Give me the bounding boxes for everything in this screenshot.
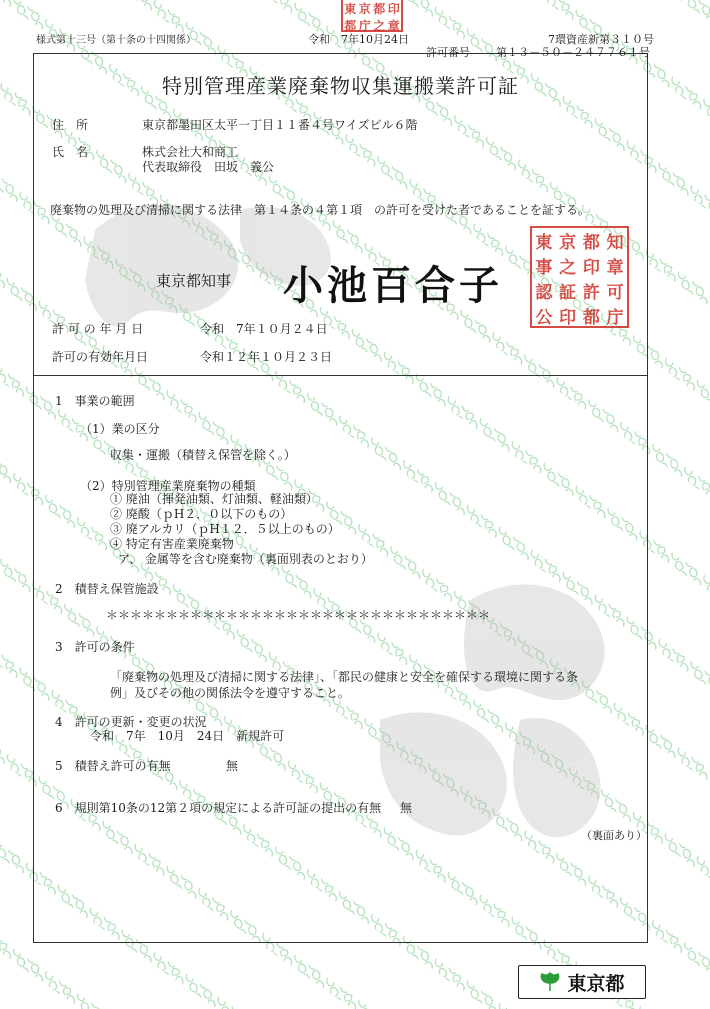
tokyo-metropolitan-logo [518, 965, 646, 999]
permit-number: 第１３－５０－２４７７６１号 [496, 46, 650, 59]
top-seal: 東 京 都 印 都 庁 之 章 [341, 0, 403, 32]
section-divider [33, 375, 648, 376]
issue-date: 令和 7年10月24日 [308, 33, 409, 46]
reverse-side-note: （裏面あり） [581, 829, 647, 842]
governor-title: 東京都知事 [156, 272, 232, 290]
renewal-value: 令和 7年 10月 24日 新規許可 [90, 729, 285, 743]
waste-type-item: ③ 廃アルカリ（ｐH１２．５以上のもの） [110, 522, 340, 536]
governor-name: 小池百合子 [283, 262, 503, 309]
waste-type-item: ① 廃油（揮発油類、灯油類、軽油類） [110, 492, 318, 506]
transfer-permit-label: 5 積替え許可の有無 [55, 759, 171, 773]
address-value: 東京都墨田区太平一丁目１１番４号ワイズビル６階 [142, 118, 418, 132]
company-name: 株式会社大和商工 [142, 145, 239, 159]
waste-type-item: ア、 金属等を含む廃棄物（裏面別表のとおり） [118, 552, 373, 566]
conditions-heading: 3 許可の条件 [55, 640, 135, 654]
transfer-permit-value: 無 [226, 759, 239, 773]
waste-type-item: ② 廃酸（ｐH２．０以下のもの） [110, 507, 293, 521]
rule-submission-label: 6 規則第10条の12第２項の規定による許可証の提出の有無 [55, 801, 382, 815]
conditions-text-line2: 例」及びその他の関係法令を遵守すること。 [110, 686, 351, 700]
page-title: 特別管理産業廃棄物収集運搬業許可証 [162, 74, 519, 98]
storage-heading: 2 積替え保管施設 [55, 582, 159, 596]
logo-text: 東京都 [567, 972, 625, 995]
expiry-date: 令和１２年１０月２３日 [200, 350, 333, 364]
document-number: 7環資産新第３１０号 [548, 33, 654, 46]
business-class: 収集・運搬（積替え保管を除く。） [110, 448, 296, 462]
name-label: 氏 名 [52, 145, 89, 159]
waste-types-heading: （2）特別管理産業廃棄物の種類 [80, 479, 256, 493]
permit-date-label: 許 可 の 年 月 日 [52, 322, 144, 336]
governor-seal: 東 京 都 知 事 之 印 章 認 証 許 可 公 印 都 庁 [530, 226, 629, 328]
waste-type-item: ④ 特定有害産業廃棄物 [110, 537, 234, 551]
permit-date: 令和 7年１０月２４日 [200, 322, 328, 336]
ginkgo-leaf-icon [539, 971, 561, 993]
representative-name: 代表取締役 田坂 義公 [142, 160, 275, 174]
storage-value: ＊＊＊＊＊＊＊＊＊＊＊＊＊＊＊＊＊＊＊＊＊＊＊＊＊＊＊＊＊＊＊＊ [106, 608, 491, 622]
business-class-heading: （1）業の区分 [80, 422, 160, 436]
scope-heading: 1 事業の範囲 [55, 394, 135, 408]
address-label: 住 所 [52, 118, 89, 132]
rule-submission-value: 無 [400, 801, 413, 815]
form-number: 様式第十三号（第十条の十四関係） [36, 35, 196, 46]
conditions-text-line1: 「廃棄物の処理及び清掃に関する法律」、「都民の健康と安全を確保する環境に関する条 [110, 670, 579, 684]
certification-text: 廃棄物の処理及び清掃に関する法律 第１４条の４第１項 の許可を受けた者であることを証する。 [50, 203, 591, 217]
expiry-date-label: 許可の有効年月日 [52, 350, 149, 364]
permit-number-label: 許可番号 [426, 46, 470, 59]
renewal-heading: 4 許可の更新・変更の状況 [55, 715, 207, 729]
